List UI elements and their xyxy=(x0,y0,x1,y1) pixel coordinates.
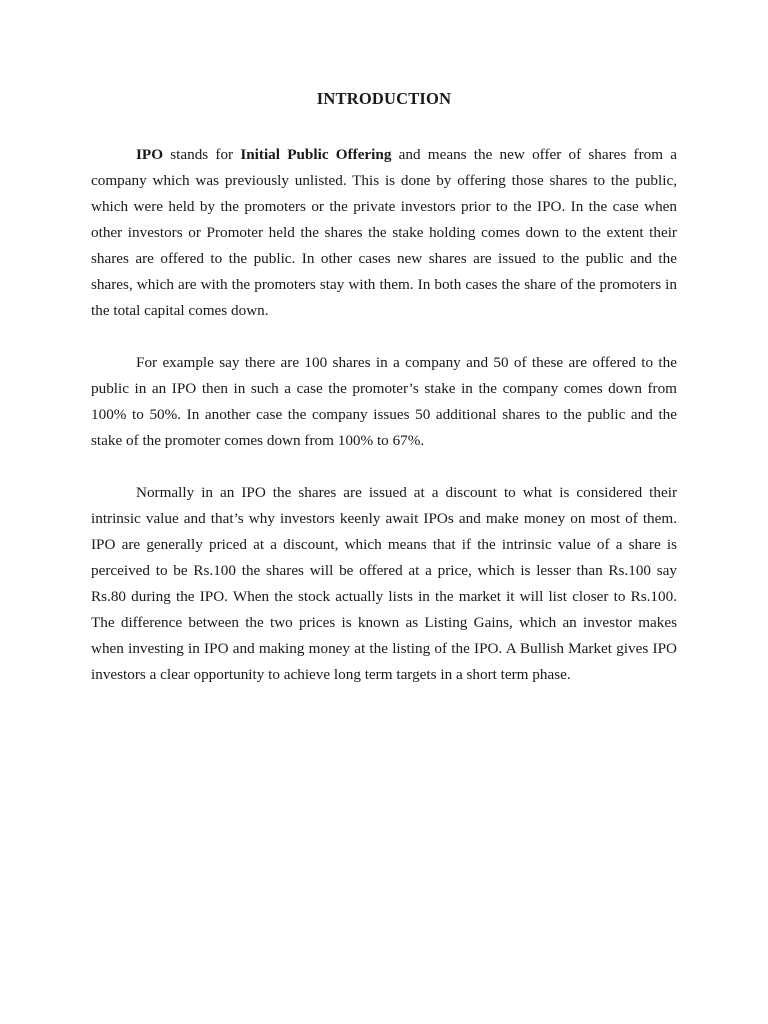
paragraph-text: and means the new offer of shares from a company which was previously unlisted. This is done by offering those shares to the public, which were held by the promoters or the private investors prior to the IPO. In the case when other investors or Promoter held the shares the stake holding comes down to the extent their shares are offered to the public. In other cases new shares are issued to the public and the shares, which are with the promoters stay with them. In both cases the share of the promoters in the total capital comes down. xyxy=(91,146,678,319)
paragraph-text: stands for xyxy=(163,146,241,163)
document-body xyxy=(91,142,677,714)
term-initial-public-offering: Initial Public Offering xyxy=(240,146,392,163)
term-ipo: IPO xyxy=(136,146,164,163)
paragraph-discount-pricing: Normally in an IPO the shares are issued at a discount to what is considered their intrinsic value and that’s why investors keenly await IPOs and make money on most of them. IPO are generally priced at a discount, which means that if the intrinsic value of a share is perceived to be Rs.100 the shares will be offered at a price, which is lesser than Rs.100 say Rs.80 during the IPO. When the stock actually lists in the market it will list closer to Rs.100. The difference between the two prices is known as Listing Gains, which an investor makes when investing in IPO and making money at the listing of the IPO. A Bullish Market gives IPO investors a clear opportunity to achieve long term targets in a short term phase. xyxy=(91,484,677,683)
paragraph-ipo-definition xyxy=(91,142,677,324)
page-title: INTRODUCTION xyxy=(316,89,452,108)
paragraph-example: For example say there are 100 shares in a company and 50 of these are offered to the public in an IPO then in such a case the promoter’s stake in the company comes down from 100% to 50%. In another case the company issues 50 additional shares to the public and the stake of the promoter comes down from 100% to 67%. xyxy=(91,354,677,449)
